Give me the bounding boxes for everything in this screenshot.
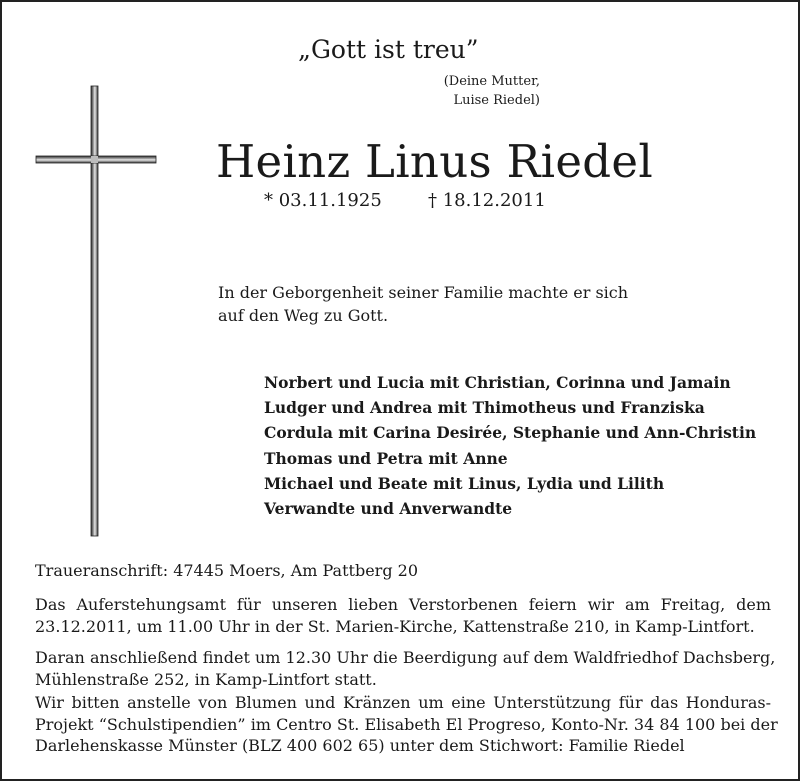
- mourning-address: Traueranschrift: 47445 Moers, Am Pattberg 20: [35, 561, 418, 580]
- service-paragraph: [35, 594, 771, 637]
- death-date: † 18.12.2011: [428, 190, 546, 211]
- mourner-entry: Michael und Beate mit Linus, Lydia und Lilith: [264, 473, 665, 493]
- bible-verse: „Gott ist treu”: [298, 35, 479, 64]
- mourner-entry: Cordula mit Carina Desirée, Stephanie und Ann-Christin: [264, 423, 757, 443]
- paragraph-line: Mühlenstraße 252, in Kamp-Lintfort statt.: [35, 669, 377, 689]
- paragraph-line: Das Auferstehungsamt für unseren lieben Verstorbenen feiern wir am Freitag, dem: [35, 595, 771, 614]
- mourner-entry: Thomas und Petra mit Anne: [264, 448, 508, 468]
- mourner-entry: Ludger und Andrea mit Thimotheus und Franziska: [264, 398, 705, 418]
- paragraph-line: Projekt “Schulstipendien” im Centro St. Elisabeth El Progreso, Konto-Nr. 34 84 100 bei der: [35, 714, 778, 734]
- condolence-line: auf den Weg zu Gott.: [218, 306, 389, 325]
- paragraph-line: Daran anschließend findet um 12.30 Uhr die Beerdigung auf dem Waldfriedhof Dachsberg,: [35, 648, 776, 667]
- paragraph-line: 23.12.2011, um 11.00 Uhr in der St. Marien-Kirche, Kattenstraße 210, in Kamp-Lintfort.: [35, 616, 755, 636]
- deceased-name: Heinz Linus Riedel: [216, 135, 654, 188]
- condolence-line: In der Geborgenheit seiner Familie machte er sich: [218, 283, 629, 302]
- cross-icon: [2, 2, 172, 542]
- verse-source-line: Luise Riedel): [453, 93, 540, 108]
- mourner-entry: Verwandte und Anverwandte: [264, 499, 513, 519]
- donation-paragraph: [35, 692, 778, 757]
- verse-source: [432, 72, 540, 110]
- paragraph-line: Wir bitten anstelle von Blumen und Kränzen um eine Unterstützung für das Honduras-: [35, 693, 771, 712]
- mourners-list: [264, 370, 756, 521]
- paragraph-line: Darlehenskasse Münster (BLZ 400 602 65) unter dem Stichwort: Familie Riedel: [35, 736, 685, 755]
- birth-date: * 03.11.1925: [264, 190, 382, 211]
- mourner-entry: Norbert und Lucia mit Christian, Corinna und Jamain: [264, 373, 731, 392]
- verse-source-line: (Deine Mutter,: [443, 74, 540, 89]
- burial-paragraph: [35, 647, 776, 690]
